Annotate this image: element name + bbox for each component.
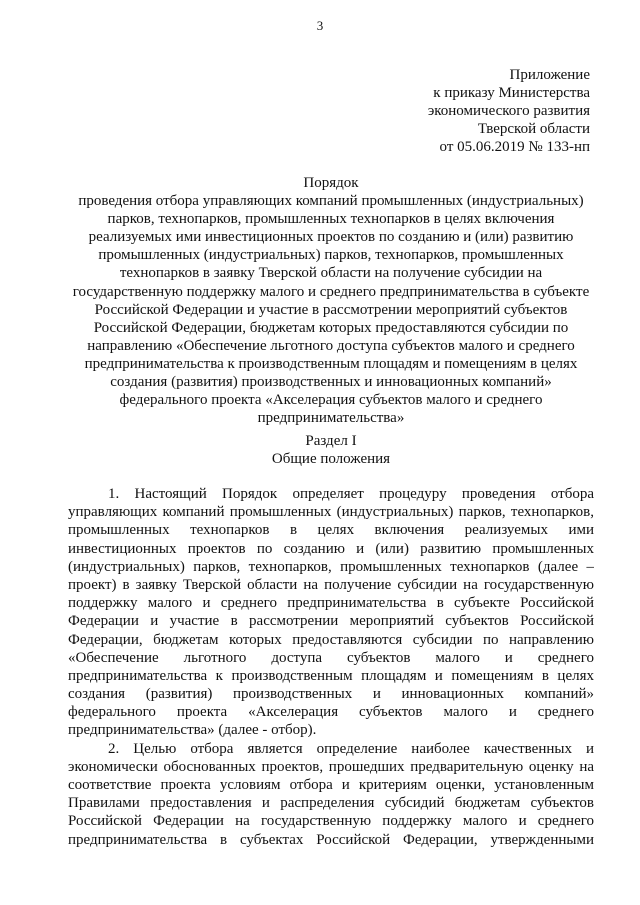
title-line: федерального проекта «Акселерация субъектов малого и среднего	[119, 392, 543, 409]
paragraph-line: «Обеспечение льготного доступа субъектов малого и среднего	[68, 649, 594, 666]
appendix-line: к приказу Министерства	[433, 85, 590, 101]
appendix-line: Тверской области	[477, 121, 590, 137]
section-name: Общие положения	[271, 451, 391, 467]
paragraph-line: Федерации и участие в рассмотрении мероприятий субъектов Российской	[68, 613, 594, 630]
title-line: направлению «Обеспечение льготного доступа субъектов малого и среднего	[87, 337, 575, 354]
title-line: парков, технопарков, промышленных технопарков в целях включения	[107, 211, 555, 228]
paragraph-line: создания (развития) производственных и инновационных компаний»	[68, 686, 594, 703]
paragraph-line: промышленных технопарков в целях включения реализуемых ими	[68, 522, 594, 539]
body-text	[68, 485, 594, 849]
paragraph-line: поддержку малого и среднего предпринимательства в субъекте Российской	[68, 595, 594, 612]
title-line: Российской Федерации, бюджетам которых предоставляются субсидии по	[93, 319, 569, 336]
paragraph-line: федерального проекта «Акселерация субъектов малого и среднего	[68, 704, 594, 721]
paragraph-1	[68, 485, 594, 740]
paragraph-line: инвестиционных проектов по созданию и (или) развитию промышленных	[68, 540, 594, 557]
title-line: технопарков в заявку Тверской области на получение субсидии на	[119, 265, 543, 282]
title-line: создания (развития) производственных и инновационных компаний»	[110, 374, 552, 391]
paragraph-line: (индустриальных) парков, технопарков, промышленных технопарков (далее –	[68, 558, 594, 575]
paragraph-line: Федерации, бюджетам которых предоставляются субсидии по направлению	[68, 631, 594, 648]
paragraph-line: проект) в заявку Тверской области на получение субсидии на государственную	[68, 576, 594, 593]
title-line: государственную поддержку малого и среднего предпринимательства в субъекте	[72, 283, 590, 300]
appendix-block	[330, 66, 590, 156]
title-line: Российской Федерации и участие в рассмотрении мероприятий субъектов	[94, 301, 568, 318]
title-line: предпринимательства»	[257, 410, 405, 427]
title-line: реализуемых ими инвестиционных проектов по созданию и (или) развитию	[88, 229, 574, 246]
title-heading: Порядок	[303, 175, 359, 191]
paragraph-line: 1. Настоящий Порядок определяет процедуру проведения отбора	[108, 486, 594, 502]
paragraph-line: соответствие проекта условиям отбора и критериям оценки, установленным	[68, 777, 594, 793]
title-line: проведения отбора управляющих компаний промышленных (индустриальных)	[78, 193, 584, 210]
title-line: предпринимательства к производственным площадям и помещениям в целях	[84, 355, 578, 372]
section-heading	[68, 432, 594, 468]
document-title	[68, 174, 594, 427]
paragraph-line: 2. Целью отбора является определение наиболее качественных и	[108, 740, 594, 757]
paragraph-line: предпринимательства в субъектах Российской Федерации, утвержденными	[68, 831, 594, 848]
title-line: промышленных (индустриальных) парков, технопарков, промышленных	[98, 247, 564, 264]
appendix-line: от 05.06.2019 № 133-нп	[439, 139, 590, 155]
paragraph-line: предпринимательства к производственным площадям и помещениям в целях	[68, 667, 594, 684]
appendix-line: экономического развития	[427, 103, 590, 119]
paragraph-line: экономически обоснованных проектов, прошедших предварительную оценку на	[68, 758, 594, 775]
paragraph-line: предпринимательства» (далее - отбор).	[68, 722, 317, 739]
paragraph-line: управляющих компаний промышленных (индустриальных) парков, технопарков,	[68, 504, 594, 521]
paragraph-line: Российской Федерации на государственную поддержку малого и среднего	[68, 813, 594, 830]
paragraph-line: Правилами предоставления и распределения субсидий бюджетам субъектов	[68, 795, 594, 812]
paragraph-2	[68, 740, 594, 849]
section-number: Раздел I	[305, 433, 357, 449]
page-number: 3	[316, 18, 324, 33]
appendix-line: Приложение	[509, 67, 590, 83]
